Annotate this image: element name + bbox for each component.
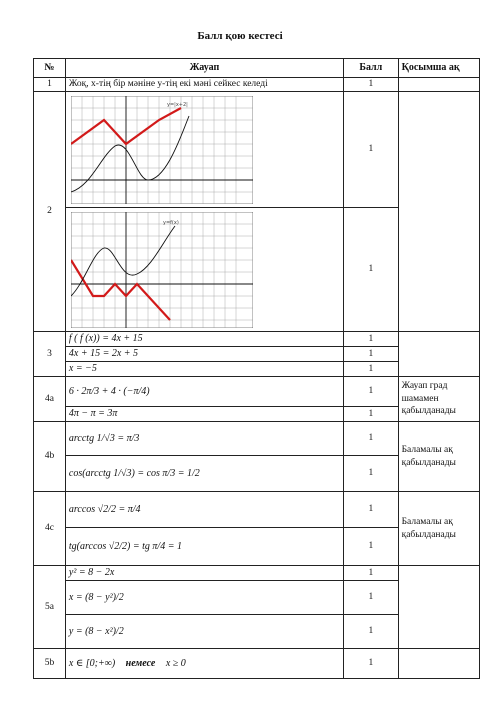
graph-a [71, 96, 253, 204]
page-title: Балл қою кестесі [197, 30, 283, 42]
graph-b-label: y=f(x) [162, 219, 179, 226]
answer-graph-cell [65, 208, 343, 332]
answer-line [65, 649, 343, 679]
answer-line: 4x + 15 = 2x + 5 [65, 347, 343, 362]
table-row [34, 492, 480, 528]
table-row [34, 377, 480, 407]
score-cell: 1 [344, 362, 399, 377]
answer-line: arccos √2/2 = π/4 [65, 492, 343, 528]
answer-line: x = −5 [65, 362, 343, 377]
note-cell: Жауап град шамамен қабылданады [398, 377, 479, 422]
score-cell: 1 [344, 208, 399, 332]
table-row [34, 566, 480, 581]
graph-a-label: y=|x+2| [166, 101, 188, 108]
row-number: 5b [34, 649, 66, 679]
answer-line: cos(arcctg 1/√3) = cos π/3 = 1/2 [65, 456, 343, 492]
answer-line: tg(arccos √2/2) = tg π/4 = 1 [65, 528, 343, 566]
extra-cell [398, 332, 479, 377]
table-row [34, 78, 480, 92]
score-cell: 1 [344, 581, 399, 615]
note-cell: Баламалы ақ қабылданады [398, 492, 479, 566]
answer-line: 6 · 2π/3 + 4 · (−π/4) [65, 377, 343, 407]
extra-cell [398, 92, 479, 332]
row-number: 4c [34, 492, 66, 566]
score-cell: 1 [344, 528, 399, 566]
row-number: 1 [34, 78, 66, 92]
header-no: № [34, 59, 66, 78]
table-row [34, 422, 480, 456]
table-row [34, 92, 480, 208]
header-score: Балл [344, 59, 399, 78]
answer-line: f ( f (x)) = 4x + 15 [65, 332, 343, 347]
row-number: 5a [34, 566, 66, 649]
extra-cell [398, 649, 479, 679]
score-cell: 1 [344, 456, 399, 492]
score-cell: 1 [344, 566, 399, 581]
score-cell: 1 [344, 649, 399, 679]
score-cell: 1 [344, 78, 399, 92]
row-number: 4a [34, 377, 66, 422]
answer-cell: Жоқ, x-тің бір мәніне y-тің екі мәні сейкес келеді [65, 78, 343, 92]
score-cell: 1 [344, 407, 399, 422]
extra-cell [398, 566, 479, 649]
row-number: 4b [34, 422, 66, 492]
answer-line: arcctg 1/√3 = π/3 [65, 422, 343, 456]
answer-line: x = (8 − y²)/2 [65, 581, 343, 615]
score-table [33, 58, 480, 679]
graph-b [71, 212, 253, 328]
answer-line: y = (8 − x²)/2 [65, 615, 343, 649]
header-extra: Қосымша ақ [398, 59, 479, 78]
answer-part: x ∈ [0;+∞) [68, 657, 116, 669]
row-number: 2 [34, 92, 66, 332]
answer-graph-cell [65, 92, 343, 208]
score-cell: 1 [344, 347, 399, 362]
score-cell: 1 [344, 332, 399, 347]
answer-connector: немесе [125, 657, 156, 669]
answer-line: y² = 8 − 2x [65, 566, 343, 581]
score-cell: 1 [344, 615, 399, 649]
header-answer: Жауап [65, 59, 343, 78]
answer-line: 4π − π = 3π [65, 407, 343, 422]
score-cell: 1 [344, 92, 399, 208]
note-cell: Баламалы ақ қабылданады [398, 422, 479, 492]
extra-cell [398, 78, 479, 92]
table-header-row [34, 59, 480, 78]
row-number: 3 [34, 332, 66, 377]
score-cell: 1 [344, 377, 399, 407]
score-cell: 1 [344, 422, 399, 456]
table-row [34, 332, 480, 347]
answer-part: x ≥ 0 [165, 657, 186, 669]
table-row [34, 649, 480, 679]
score-cell: 1 [344, 492, 399, 528]
